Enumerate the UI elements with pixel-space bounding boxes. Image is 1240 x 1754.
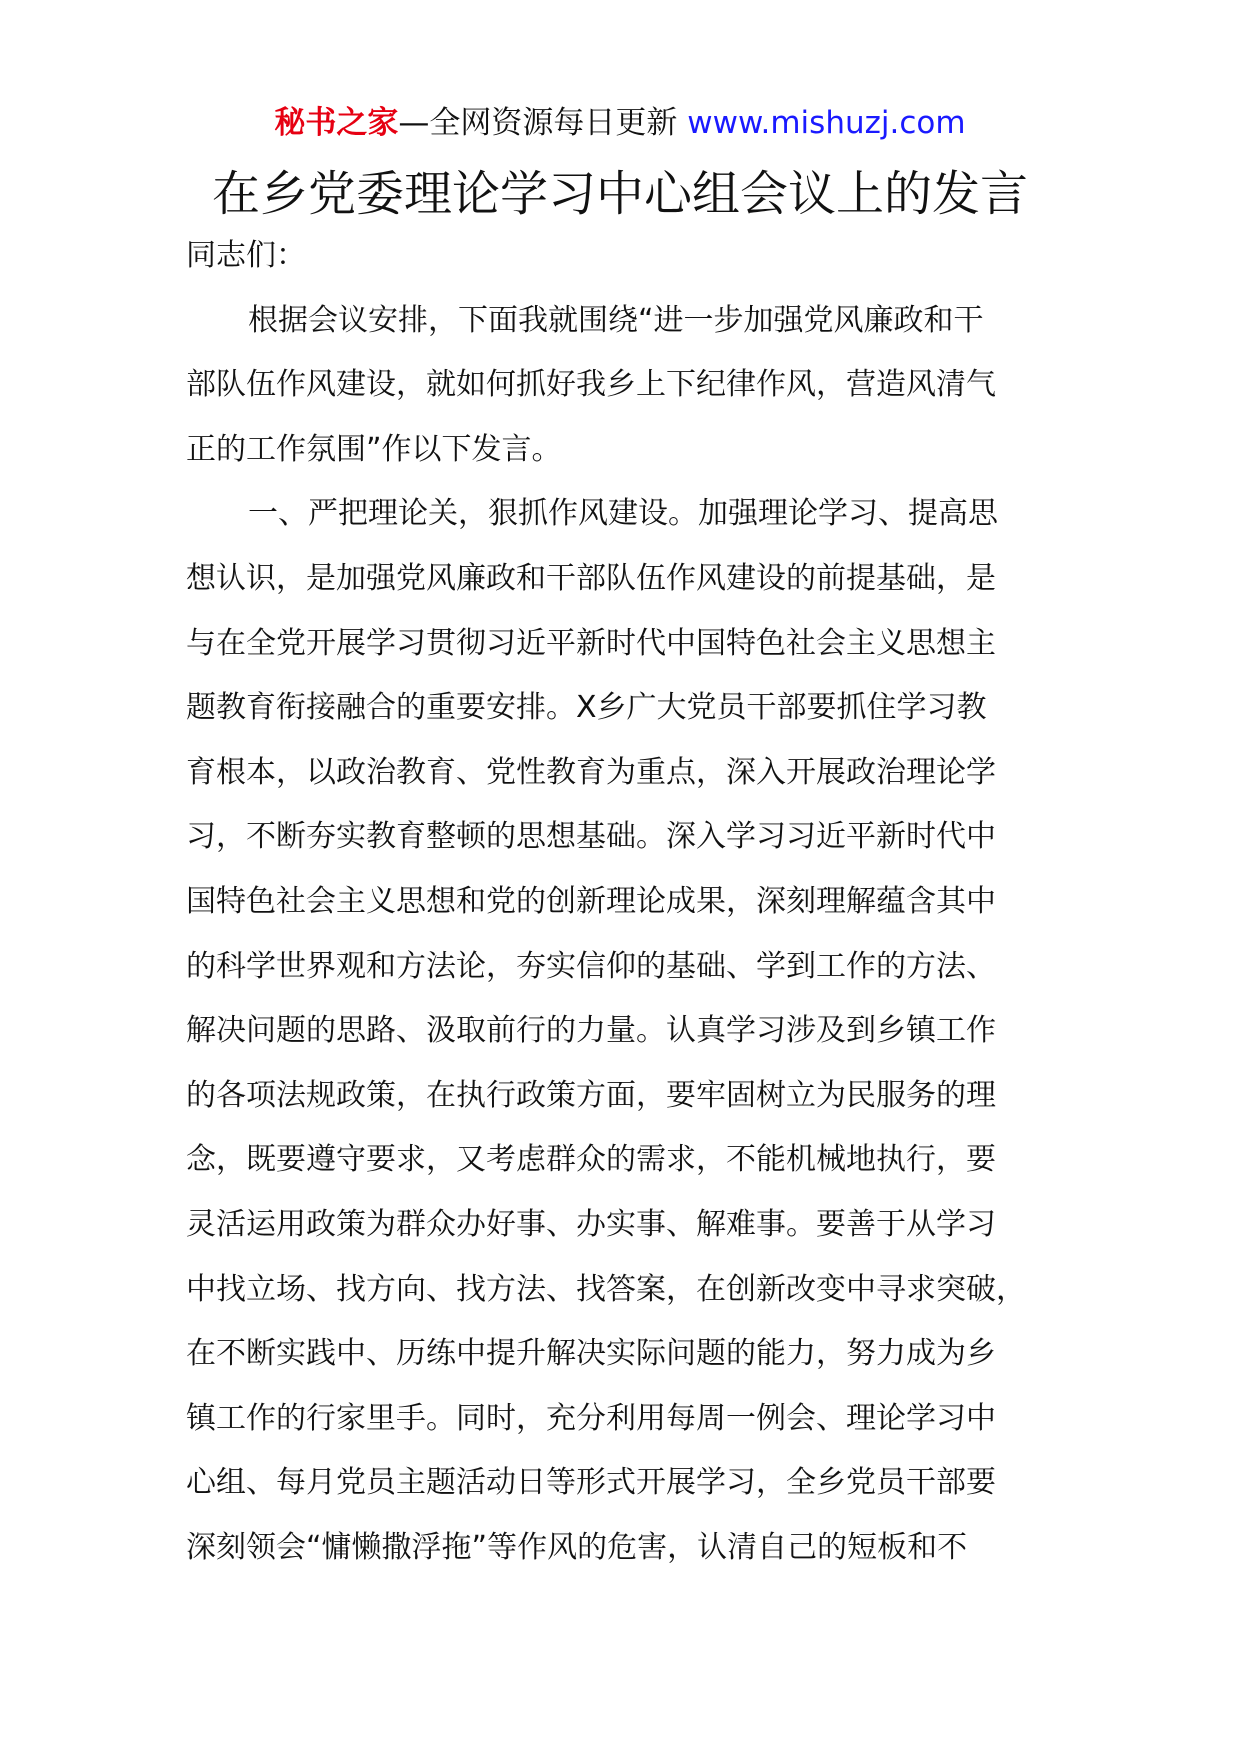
paragraph-2-line: 中找立场、找方向、找方法、找答案，在创新改变中寻求突破， (186, 1271, 1026, 1307)
paragraph-2-line: 国特色社会主义思想和党的创新理论成果，深刻理解蕴含其中 (186, 883, 996, 919)
paragraph-2-line: 一、严把理论关，狠抓作风建设。加强理论学习、提高思 (248, 496, 998, 532)
site-url-link[interactable]: www.mishuzj.com (687, 105, 966, 141)
paragraph-1-line: 根据会议安排，下面我就围绕“进一步加强党风廉政和干 (248, 302, 984, 338)
paragraph-2-line: 育根本，以政治教育、党性教育为重点，深入开展政治理论学 (186, 754, 996, 790)
site-tagline: —全网资源每日更新 (398, 105, 688, 141)
paragraph-2-line: 的科学世界观和方法论，夯实信仰的基础、学到工作的方法、 (186, 948, 996, 984)
document-body (186, 224, 1056, 1580)
paragraph-2-line: 的各项法规政策，在执行政策方面，要牢固树立为民服务的理 (186, 1077, 996, 1113)
paragraph-2-line: 题教育衔接融合的重要安排。X乡广大党员干部要抓住学习教 (186, 690, 987, 726)
paragraph-2-line: 在不断实践中、历练中提升解决实际问题的能力，努力成为乡 (186, 1336, 996, 1372)
paragraph-2-line: 与在全党开展学习贯彻习近平新时代中国特色社会主义思想主 (186, 625, 996, 661)
document-title: 在乡党委理论学习中心组会议上的发言 (211, 166, 1028, 222)
paragraph-1-line: 部队伍作风建设，就如何抓好我乡上下纪律作风，营造风清气 (186, 367, 996, 403)
paragraph-2-line: 念，既要遵守要求，又考虑群众的需求，不能机械地执行，要 (186, 1142, 996, 1178)
paragraph-2-line: 解决问题的思路、汲取前行的力量。认真学习涉及到乡镇工作 (186, 1013, 996, 1049)
paragraph-2-line: 习，不断夯实教育整顿的思想基础。深入学习习近平新时代中 (186, 819, 996, 855)
salutation: 同志们： (186, 238, 306, 273)
site-brand-name: 秘书之家 (274, 105, 399, 141)
paragraph-2-line: 镇工作的行家里手。同时，充分利用每周一例会、理论学习中 (186, 1400, 996, 1436)
paragraph-2-line: 想认识，是加强党风廉政和干部队伍作风建设的前提基础，是 (186, 560, 996, 596)
paragraph-2-line: 心组、每月党员主题活动日等形式开展学习，全乡党员干部要 (186, 1465, 996, 1501)
paragraph-2-line: 灵活运用政策为群众办好事、办实事、解难事。要善于从学习 (186, 1206, 996, 1242)
site-header-banner (0, 98, 1240, 148)
paragraph-2-line: 深刻领会“慵懒撒浮拖”等作风的危害，认清自己的短板和不 (186, 1529, 968, 1565)
paragraph-1-line: 正的工作氛围”作以下发言。 (186, 431, 562, 467)
